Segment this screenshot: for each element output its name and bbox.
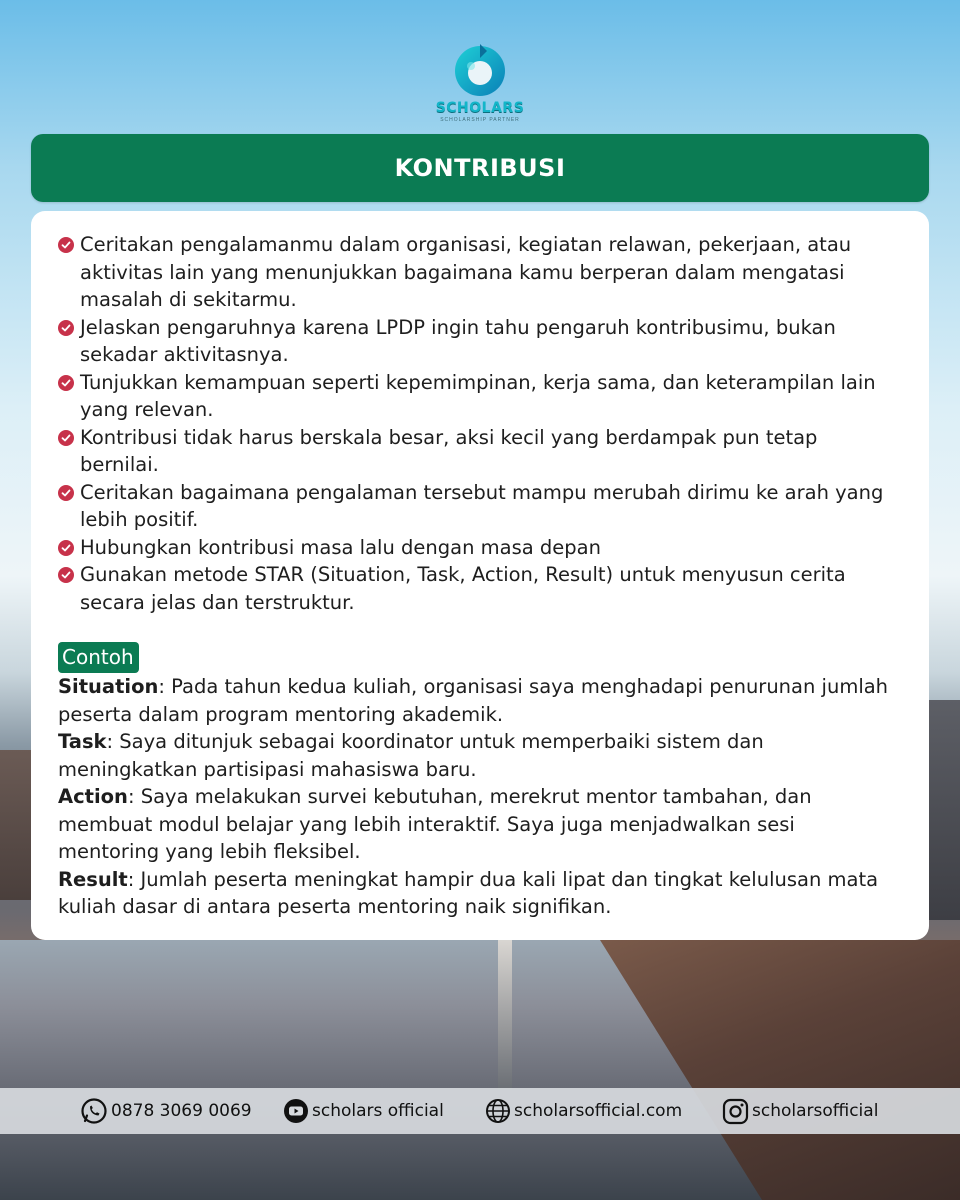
instagram-handle: scholarsofficial <box>752 1101 879 1121</box>
tip-item <box>58 231 899 314</box>
background-bridge-right <box>928 700 960 920</box>
action-text: : Saya melakukan survei kebutuhan, merekrut mentor tambahan, dan membuat modul belajar yang lebih interaktif. Saya juga menjadwalkan sesi mentoring yang lebih fleksibel. <box>58 785 812 863</box>
tip-item <box>58 534 899 562</box>
tip-text: Kontribusi tidak harus berskala besar, aksi kecil yang berdampak pun tetap bernilai. <box>80 425 818 476</box>
footer-instagram[interactable] <box>722 1098 878 1124</box>
page-title: KONTRIBUSI <box>394 154 566 182</box>
tip-text: Hubungkan kontribusi masa lalu dengan masa depan <box>80 535 601 559</box>
tips-list <box>58 231 899 616</box>
action-label: Action <box>58 785 128 808</box>
result-text: : Jumlah peserta meningkat hampir dua kali lipat dan tingkat kelulusan mata kuliah dasar di antara peserta mentoring naik signifikan. <box>58 867 879 918</box>
tip-text: Ceritakan pengalamanmu dalam organisasi, kegiatan relawan, pekerjaan, atau aktivitas lain yang menunjukkan bagaimana kamu berperan dalam mengatasi masalah di sekitarmu. <box>80 233 852 311</box>
content-card <box>31 211 929 940</box>
contact-footer <box>0 1088 960 1134</box>
background-bridge-left <box>0 750 32 900</box>
check-circle-icon <box>58 485 74 501</box>
youtube-handle: scholars official <box>312 1101 444 1121</box>
website-url: scholarsofficial.com <box>514 1101 683 1121</box>
footer-phone[interactable] <box>80 1098 252 1124</box>
brand-name: SCHOLARS <box>435 100 525 116</box>
globe-icon <box>485 1098 511 1124</box>
title-banner <box>31 134 929 202</box>
example-situation <box>58 673 899 728</box>
tip-item <box>58 479 899 534</box>
result-label: Result <box>58 867 128 891</box>
check-circle-icon <box>58 320 74 336</box>
whatsapp-icon <box>80 1097 108 1125</box>
situation-label: Situation <box>58 675 159 698</box>
task-label: Task <box>58 730 107 753</box>
scholars-logo <box>430 38 530 128</box>
tip-item <box>58 369 899 424</box>
logo-ring-icon <box>449 38 511 100</box>
phone-number: 0878 3069 0069 <box>111 1101 252 1121</box>
check-circle-icon <box>58 430 74 446</box>
example-action <box>58 783 899 866</box>
example-task <box>58 728 899 783</box>
check-circle-icon <box>58 237 74 253</box>
example-badge: Contoh <box>58 642 139 673</box>
tip-text: Gunakan metode STAR (Situation, Task, Action, Result) untuk menyusun cerita secara jelas dan terstruktur. <box>80 563 846 614</box>
background-post <box>498 940 512 1090</box>
check-circle-icon <box>58 540 74 556</box>
footer-website[interactable] <box>485 1098 682 1124</box>
tip-text: Ceritakan bagaimana pengalaman tersebut mampu merubah dirimu ke arah yang lebih positif. <box>80 480 884 531</box>
example-section <box>58 616 899 921</box>
tip-item <box>58 561 899 616</box>
check-circle-icon <box>58 375 74 391</box>
tip-item <box>58 424 899 479</box>
tip-text: Jelaskan pengaruhnya karena LPDP ingin tahu pengaruh kontribusimu, bukan sekadar aktivitasnya. <box>80 315 836 366</box>
youtube-icon <box>283 1098 309 1124</box>
brand-tagline: SCHOLARSHIP PARTNER <box>440 117 520 123</box>
tip-item <box>58 314 899 369</box>
situation-text: : Pada tahun kedua kuliah, organisasi saya menghadapi penurunan jumlah peserta dalam program mentoring akademik. <box>58 675 889 726</box>
check-circle-icon <box>58 567 74 583</box>
instagram-icon <box>722 1098 749 1125</box>
footer-youtube[interactable] <box>283 1098 444 1124</box>
tip-text: Tunjukkan kemampuan seperti kepemimpinan, kerja sama, dan keterampilan lain yang relevan. <box>80 370 876 421</box>
example-result <box>58 866 899 921</box>
task-text: : Saya ditunjuk sebagai koordinator untuk memperbaiki sistem dan meningkatkan partisipasi mahasiswa baru. <box>58 730 764 781</box>
